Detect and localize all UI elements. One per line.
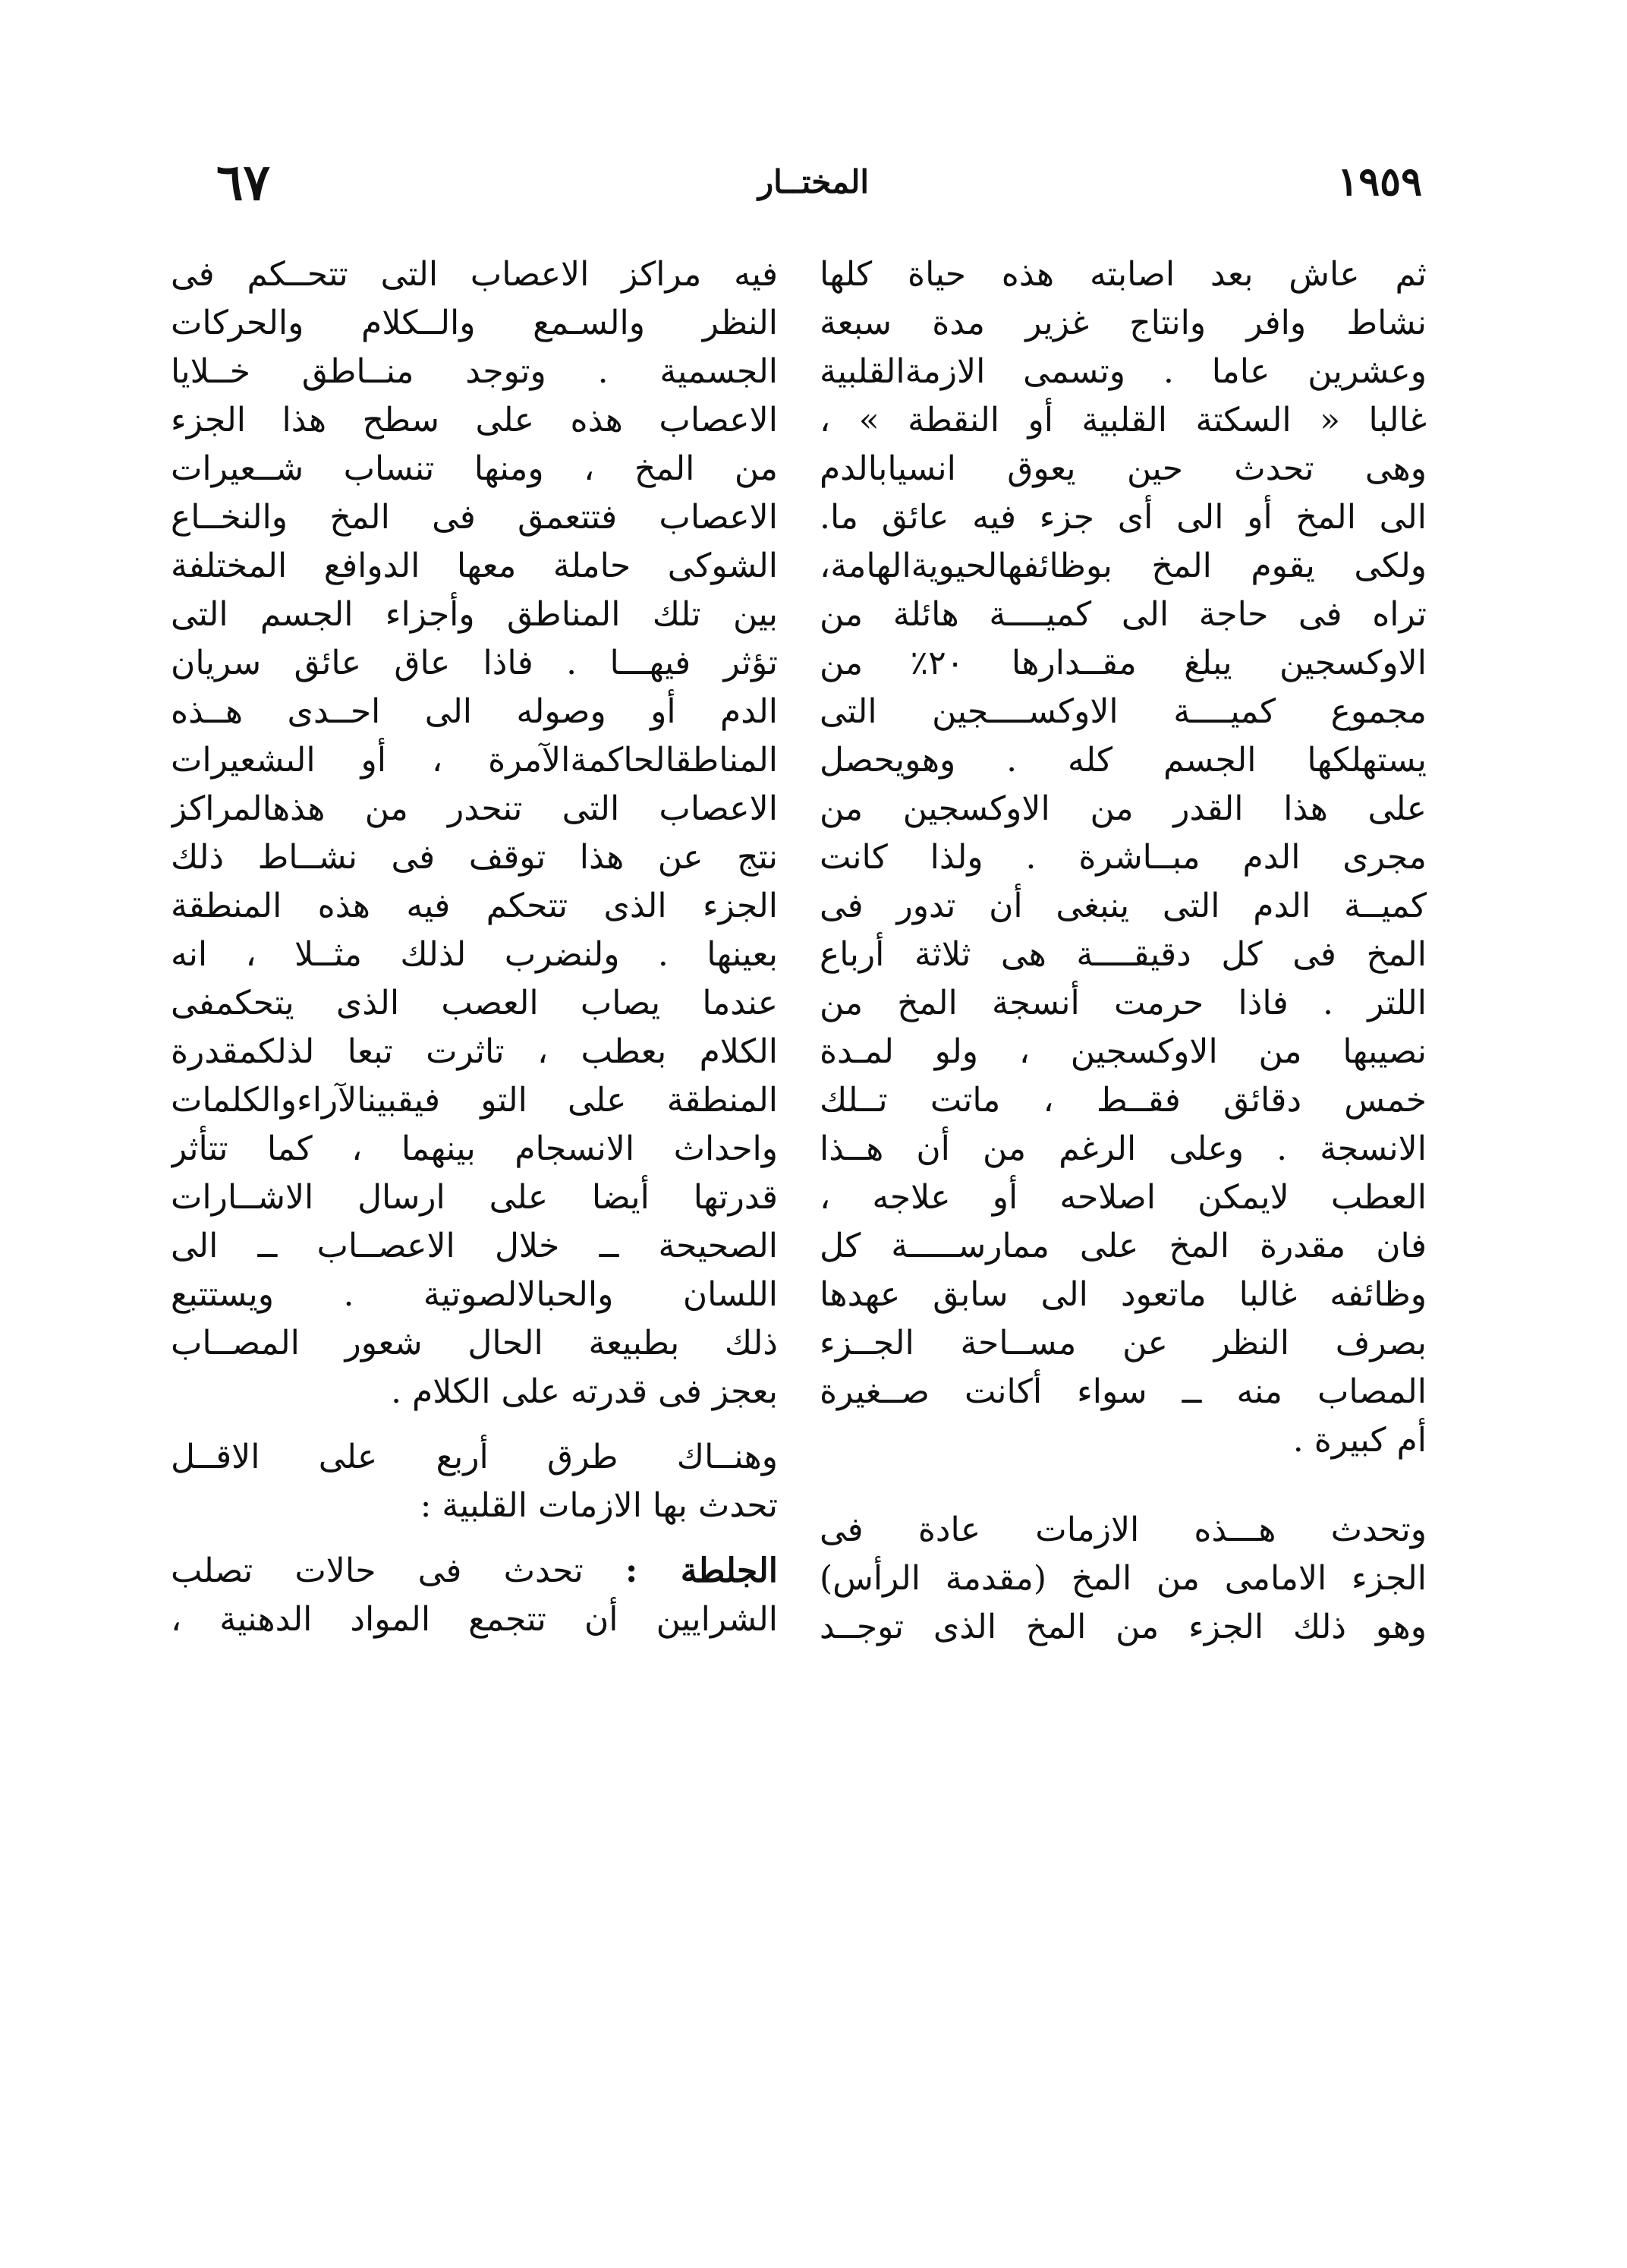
text-line: بين تلك المناطق وأجزاء الجسم التى: [171, 595, 778, 634]
text-line: الانسجة . وعلى الرغم من أن هــذا: [820, 1129, 1427, 1168]
text-line: المنطقة على التو فيقبينالآراءوالكلمات: [171, 1081, 778, 1120]
text-line: الجسمية . وتوجد منــاطق خــلايا: [171, 352, 778, 391]
text-line: خمس دقائق فقــط ، ماتت تــلك: [820, 1081, 1427, 1120]
right-column: [820, 250, 1427, 1652]
text-line: نشاط وافر وانتاج غزير مدة سبعة: [820, 304, 1427, 342]
text-line: الكلام بعطب ، تاثرت تبعا لذلكمقدرة: [171, 1032, 778, 1071]
text-line: واحداث الانسجام بينهما ، كما تتأثر: [171, 1129, 778, 1168]
text-line: الاعصاب هذه على سطح هذا الجزء: [171, 401, 778, 439]
right-paragraph-1: [820, 250, 1427, 1465]
text-line: نتج عن هذا توقف فى نشــاط ذلك: [171, 838, 778, 877]
text-line: [171, 1547, 778, 1595]
paragraph-gap: [820, 1465, 1427, 1506]
text-line: نصيبها من الاوكسجين ، ولو لمـدة: [820, 1032, 1427, 1071]
text-line: تحدث بها الازمات القلبية :: [420, 1486, 778, 1525]
section-term-continuation: تحدث فى حالات تصلب: [171, 1551, 625, 1590]
text-line: ثم عاش بعد اصابته هذه حياة كلها: [820, 255, 1427, 294]
text-line: وتحدث هـــذه الازمات عادة فى: [820, 1510, 1427, 1549]
text-line: المصاب منه ــ سواء أكانت صــغيرة: [820, 1372, 1427, 1411]
text-line: من المخ ، ومنها تنساب شــعيرات: [171, 449, 778, 488]
text-line: قدرتها أيضا على ارسال الاشــارات: [171, 1178, 778, 1217]
paragraph-gap: [171, 1416, 778, 1433]
text-line: بعجز فى قدرته على الكلام .: [391, 1372, 778, 1411]
right-paragraph-2: [820, 1506, 1427, 1652]
left-paragraph-1: [171, 250, 778, 1416]
text-line: الى المخ أو الى أى جزء فيه عائق ما.: [820, 498, 1427, 537]
text-line: مجموع كميــــة الاوكســــجين التى: [820, 692, 1427, 731]
left-paragraph-3: [171, 1547, 778, 1644]
text-line: الجزء الذى تتحكم فيه هذه المنطقة: [171, 887, 778, 925]
text-line: وعشرين عاما . وتسمى الازمةالقلبية: [820, 352, 1427, 391]
text-line: وظائفه غالبا ماتعود الى سابق عهدها: [820, 1275, 1427, 1314]
text-line: كميــة الدم التى ينبغى أن تدور فى: [820, 887, 1427, 925]
text-line: فان مقدرة المخ على ممارســـــة كل: [820, 1227, 1427, 1265]
journal-title: المختــار: [757, 163, 870, 200]
text-line: العطب لايمكن اصلاحه أو علاجه ،: [820, 1178, 1427, 1217]
text-line: تراه فى حاجة الى كميــــة هائلة من: [820, 595, 1427, 634]
text-line: الشوكى حاملة معها الدوافع المختلفة: [171, 547, 778, 585]
text-line: الاعصاب التى تنحدر من هذهالمراكز: [171, 789, 778, 828]
paragraph-gap: [171, 1530, 778, 1547]
text-line: بصرف النظر عن مســاحة الجــزء: [820, 1324, 1427, 1362]
text-line: الصحيحة ــ خلال الاعصــاب ــ الى: [171, 1227, 778, 1265]
page-number: ٦٧: [216, 153, 270, 212]
text-line: بعينها . ولنضرب لذلك مثــلا ، انه: [171, 935, 778, 974]
text-line: الاوكسجين يبلغ مقــدارها ٢٠٪ من: [820, 644, 1427, 682]
section-term: الجلطة :: [625, 1551, 778, 1590]
text-line: اللتر . فاذا حرمت أنسجة المخ من: [820, 984, 1427, 1022]
text-line: وهى تحدث حين يعوق انسيابالدم: [820, 449, 1427, 488]
text-line: اللسان والحبالالصوتية . ويستتبع: [171, 1275, 778, 1314]
text-line: المناطقالحاكمةالآمرة ، أو الىشعيرات: [171, 741, 778, 780]
text-line: الدم أو وصوله الى احــدى هــذه: [171, 692, 778, 731]
text-line: الاعصاب فتتعمق فى المخ والنخــاع: [171, 498, 778, 537]
text-line: ذلك بطبيعة الحال شعور المصــاب: [171, 1324, 778, 1362]
text-line: ولكى يقوم المخ بوظائفهالحيويةالهامة،: [820, 547, 1427, 585]
page-year: ١٩٥٩: [1337, 159, 1422, 205]
page-header: [190, 148, 1437, 216]
left-paragraph-2: [171, 1433, 778, 1530]
text-line: على هذا القدر من الاوكسجين من: [820, 789, 1427, 828]
text-line: فيه مراكز الاعصاب التى تتحــكم فى: [171, 255, 778, 294]
text-line: غالبا « السكتة القلبية أو النقطة » ،: [820, 401, 1427, 439]
text-line: أم كبيرة .: [1292, 1421, 1427, 1460]
text-line: وهو ذلك الجزء من المخ الذى توجــد: [820, 1608, 1427, 1646]
text-line: عندما يصاب العصب الذى يتحكمفى: [171, 984, 778, 1022]
text-line: وهنــاك طرق أربع على الاقــل: [171, 1438, 778, 1476]
text-line: المخ فى كل دقيقــــة هى ثلاثة أرباع: [820, 935, 1427, 974]
text-line: الجزء الامامى من المخ (مقدمة الرأس): [820, 1559, 1427, 1598]
text-line: تؤثر فيهـــا . فاذا عاق عائق سريان: [171, 644, 778, 682]
text-line: النظر والسـمع والــكلام والحركات: [171, 304, 778, 342]
text-line: مجرى الدم مبــاشرة . ولذا كانت: [820, 838, 1427, 877]
text-line: الشرايين أن تتجمع المواد الدهنية ،: [171, 1600, 778, 1639]
text-line: يستهلكها الجسم كله . وهويحصل: [820, 741, 1427, 780]
left-column: [171, 250, 778, 1644]
